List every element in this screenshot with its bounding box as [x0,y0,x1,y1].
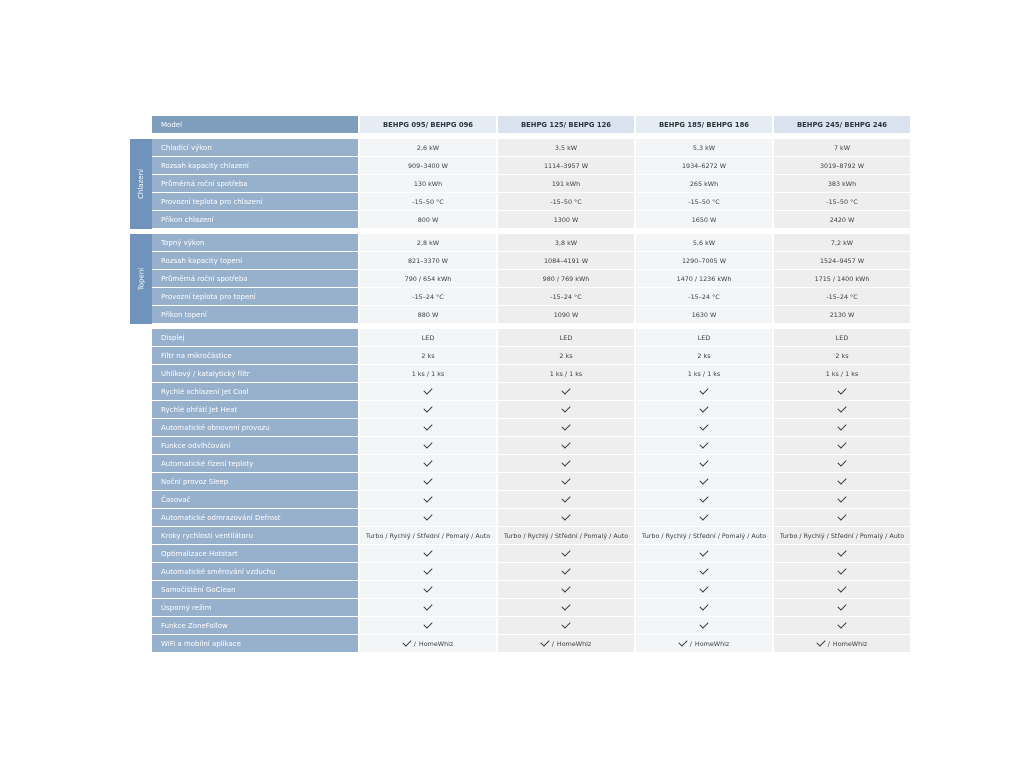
spec-value: 1 ks / 1 ks [636,365,772,383]
cooling-tab: Chlazení [130,139,152,229]
spec-value: 265 kWh [636,175,772,193]
spec-label: Automatické odmrazování Defrost [152,509,358,527]
spec-value-cell [498,545,634,563]
spec-value: -15–24 °C [636,288,772,306]
spec-row-rozsah-kapacity-topeni [130,252,910,270]
spec-value-cell [774,455,910,473]
spec-row-wifi-a-mobilni-aplikace [130,635,910,653]
spec-value: 2 ks [360,347,496,365]
checkmark-icon [837,493,846,502]
checkmark-icon [699,619,708,628]
checkmark-icon [837,619,846,628]
spec-value-cell [774,617,910,635]
spec-value: 1470 / 1236 kWh [636,270,772,288]
spec-label: Samočištění GoClean [152,581,358,599]
spec-value: -15–24 °C [498,288,634,306]
spec-row-nocni-provoz-sleep [130,473,910,491]
spec-value-cell [636,437,772,455]
spec-value: 1524–9457 W [774,252,910,270]
spec-label: Provozní teplota pro topení [152,288,358,306]
spec-label: Provozní teplota pro chlazení [152,193,358,211]
spec-label: Příkon topení [152,306,358,324]
spec-row-topny-vykon [130,234,910,252]
checkmark-icon [423,565,432,574]
spec-value-cell [636,635,772,653]
checkmark-icon [837,511,846,520]
spec-value-cell [498,509,634,527]
spec-value-cell [498,491,634,509]
spec-value-cell [774,509,910,527]
spec-table [130,116,910,653]
spec-value: 1 ks / 1 ks [774,365,910,383]
model-header: BEHPG 245/ BEHPG 246 [774,116,910,134]
spec-value-cell [636,383,772,401]
checkmark-icon [423,403,432,412]
checkmark-icon [699,457,708,466]
spec-value: 3,5 kW [498,139,634,157]
spec-value: Turbo / Rychlý / Střední / Pomalý / Auto [360,527,496,545]
checkmark-icon [423,601,432,610]
row-spacer [130,617,152,635]
checkmark-icon [561,421,570,430]
checkmark-icon [561,457,570,466]
spec-value-cell [636,473,772,491]
checkmark-icon [561,385,570,394]
row-spacer [130,365,152,383]
spec-value-cell [498,635,634,653]
spec-value: 1300 W [498,211,634,229]
spec-label: Chladicí výkon [152,139,358,157]
checkmark-icon [678,637,687,646]
spec-value-cell [774,401,910,419]
spec-value-cell [360,599,496,617]
spec-row-automaticke-rizeni-teploty [130,455,910,473]
checkmark-icon [699,403,708,412]
separator: / [413,639,416,648]
checkmark-icon [837,547,846,556]
spec-value-cell [498,437,634,455]
spec-value: 1 ks / 1 ks [498,365,634,383]
row-spacer [130,527,152,545]
spec-value: 1715 / 1400 kWh [774,270,910,288]
spec-value-cell [498,599,634,617]
spec-value: Turbo / Rychlý / Střední / Pomalý / Auto [774,527,910,545]
spec-value: Turbo / Rychlý / Střední / Pomalý / Auto [498,527,634,545]
spec-row-chladici-vykon [130,139,910,157]
separator: / [551,639,554,648]
spec-value: 880 W [360,306,496,324]
spec-label: Funkce odvlhčování [152,437,358,455]
spec-value: 2 ks [498,347,634,365]
spec-value: 7,2 kW [774,234,910,252]
spec-value-cell [360,437,496,455]
spec-row-rozsah-kapacity-chlazeni [130,157,910,175]
spec-value-cell [498,473,634,491]
spec-row-filtr-na-mikrocastice [130,347,910,365]
spec-value: 383 kWh [774,175,910,193]
spec-value-cell [636,491,772,509]
checkmark-icon [699,385,708,394]
spec-value: 3019–8792 W [774,157,910,175]
spec-row-funkce-zonefollow [130,617,910,635]
app-name: HomeWhiz [556,639,592,648]
checkmark-icon [423,493,432,502]
checkmark-icon [402,637,411,646]
spec-value: 1090 W [498,306,634,324]
checkmark-icon [837,583,846,592]
checkmark-icon [837,601,846,610]
spec-value: 5,3 kW [636,139,772,157]
spec-row-optimalizace-hotstart [130,545,910,563]
spec-value: LED [636,329,772,347]
spec-value: 1934–6272 W [636,157,772,175]
model-header: BEHPG 095/ BEHPG 096 [360,116,496,134]
spec-label: Časovač [152,491,358,509]
checkmark-icon [837,385,846,394]
spec-value: LED [498,329,634,347]
spec-value: 800 W [360,211,496,229]
heating-tab: Topení [130,234,152,324]
separator: / [827,639,830,648]
model-header: BEHPG 125/ BEHPG 126 [498,116,634,134]
spec-value: -15–50 °C [774,193,910,211]
spec-value: 1114–3957 W [498,157,634,175]
row-spacer [130,473,152,491]
spec-label: Rychlé ochlazení Jet Cool [152,383,358,401]
spec-value-cell [774,437,910,455]
spec-value-cell [636,509,772,527]
spec-label: Průměrná roční spotřeba [152,175,358,193]
checkmark-icon [561,547,570,556]
checkmark-icon [423,619,432,628]
checkmark-icon [561,439,570,448]
spec-label: Funkce ZoneFollow [152,617,358,635]
spec-value: 2420 W [774,211,910,229]
spec-value-cell [360,491,496,509]
checkmark-icon [699,439,708,448]
spec-value: 1084–4191 W [498,252,634,270]
spec-value-cell [498,401,634,419]
checkmark-icon [561,583,570,592]
checkmark-icon [699,475,708,484]
spec-value-cell [360,545,496,563]
row-spacer [130,347,152,365]
spec-value: -15–24 °C [360,288,496,306]
spec-value: 1290–7005 W [636,252,772,270]
row-spacer [130,437,152,455]
spec-label: Automatické řízení teploty [152,455,358,473]
row-spacer [130,563,152,581]
app-name: HomeWhiz [418,639,454,648]
spec-row-provozni-teplota-pro-topeni [130,288,910,306]
spec-label: Noční provoz Sleep [152,473,358,491]
spec-value: 2 ks [636,347,772,365]
row-spacer [130,491,152,509]
spec-value: -15–50 °C [636,193,772,211]
spec-value-cell [636,455,772,473]
spec-value: 130 kWh [360,175,496,193]
checkmark-icon [561,565,570,574]
heating-section [130,234,910,324]
checkmark-icon [423,439,432,448]
spec-value-cell [498,581,634,599]
spec-row-samocisteni-goclean [130,581,910,599]
spec-value: 2130 W [774,306,910,324]
spec-row-funkce-odvlhcovani [130,437,910,455]
checkmark-icon [561,619,570,628]
checkmark-icon [837,439,846,448]
spec-value-cell [774,419,910,437]
spec-value-cell [360,635,496,653]
spec-row-automaticke-obnoveni-provozu [130,419,910,437]
spec-value-cell [636,599,772,617]
row-spacer [130,329,152,347]
spec-value-cell [498,617,634,635]
checkmark-icon [816,637,825,646]
spec-label: Rozsah kapacity topení [152,252,358,270]
spec-value-cell [774,599,910,617]
spec-value: Turbo / Rychlý / Střední / Pomalý / Auto [636,527,772,545]
checkmark-icon [423,547,432,556]
checkmark-icon [837,475,846,484]
row-spacer [130,599,152,617]
spec-label: Automatické směrování vzduchu [152,563,358,581]
spec-value: 191 kWh [498,175,634,193]
spec-value-cell [636,563,772,581]
row-spacer [130,455,152,473]
spec-label: Automatické obnovení provozu [152,419,358,437]
spec-value: LED [774,329,910,347]
spec-value: 2 ks [774,347,910,365]
spec-value: 821–3370 W [360,252,496,270]
spec-value-cell [498,563,634,581]
features-section [130,329,910,653]
checkmark-icon [699,493,708,502]
spec-value-cell [360,401,496,419]
spec-label: Optimalizace Hotstart [152,545,358,563]
header-row [130,116,910,134]
checkmark-icon [561,493,570,502]
checkmark-icon [837,421,846,430]
spec-row-prikon-topeni [130,306,910,324]
spec-label: Uhlíkový / katalytický filtr [152,365,358,383]
spec-value-cell [636,617,772,635]
spec-value: -15–50 °C [360,193,496,211]
header-label: Model [152,116,358,134]
spec-row-rychle-ochlazeni-jet-cool [130,383,910,401]
spec-label: Příkon chlazení [152,211,358,229]
checkmark-icon [699,511,708,520]
spec-value: LED [360,329,496,347]
spec-row-usporny-rezim [130,599,910,617]
row-spacer [130,383,152,401]
row-spacer [130,419,152,437]
spec-value-cell [636,419,772,437]
checkmark-icon [423,385,432,394]
checkmark-icon [837,403,846,412]
spec-value-cell [498,383,634,401]
spec-value-cell [360,617,496,635]
app-name: HomeWhiz [694,639,730,648]
checkmark-icon [540,637,549,646]
row-spacer [130,509,152,527]
checkmark-icon [423,475,432,484]
spec-value-cell [360,563,496,581]
spec-value-cell [360,419,496,437]
checkmark-icon [837,457,846,466]
spec-value-cell [360,509,496,527]
spec-value: 980 / 769 kWh [498,270,634,288]
spec-value-cell [774,545,910,563]
spec-value-cell [774,635,910,653]
spec-value-cell [360,383,496,401]
spec-value-cell [360,455,496,473]
checkmark-icon [699,547,708,556]
spec-value-cell [360,473,496,491]
checkmark-icon [837,565,846,574]
checkmark-icon [423,421,432,430]
app-name: HomeWhiz [832,639,868,648]
checkmark-icon [561,403,570,412]
spec-label: Filtr na mikročástice [152,347,358,365]
checkmark-icon [423,457,432,466]
row-spacer [130,581,152,599]
spec-row-prumerna-rocni-spotreba [130,175,910,193]
spec-value-cell [636,581,772,599]
spec-row-casovac [130,491,910,509]
spec-value: 2,6 kW [360,139,496,157]
checkmark-icon [561,601,570,610]
spec-value: 1 ks / 1 ks [360,365,496,383]
spec-label: WiFi a mobilní aplikace [152,635,358,653]
spec-label: Průměrná roční spotřeba [152,270,358,288]
spec-value: 1650 W [636,211,772,229]
checkmark-icon [561,475,570,484]
checkmark-icon [699,421,708,430]
spec-value-cell [498,455,634,473]
spec-row-uhlikovy-katalyticky-filtr [130,365,910,383]
spec-value-cell [636,545,772,563]
spec-row-rychle-ohrati-jet-heat [130,401,910,419]
spec-value: 3,8 kW [498,234,634,252]
checkmark-icon [423,511,432,520]
spec-row-displej [130,329,910,347]
row-spacer [130,401,152,419]
separator: / [689,639,692,648]
spec-value: 909–3400 W [360,157,496,175]
spec-label: Topný výkon [152,234,358,252]
row-spacer [130,635,152,653]
row-spacer [130,545,152,563]
spec-value-cell [774,563,910,581]
spec-value-cell [774,491,910,509]
spec-value-cell [774,473,910,491]
spec-row-prumerna-rocni-spotreba [130,270,910,288]
spec-value: -15–50 °C [498,193,634,211]
spec-value: 2,8 kW [360,234,496,252]
spec-value-cell [636,401,772,419]
checkmark-icon [423,583,432,592]
model-header: BEHPG 185/ BEHPG 186 [636,116,772,134]
spec-row-automaticke-odmrazovani-defrost [130,509,910,527]
spec-label: Rychlé ohřátí Jet Heat [152,401,358,419]
spec-value-cell [498,419,634,437]
spec-label: Kroky rychlosti ventilátoru [152,527,358,545]
spec-value: 7 kW [774,139,910,157]
cooling-section [130,139,910,229]
spec-row-automaticke-smerovani-vzduchu [130,563,910,581]
checkmark-icon [699,583,708,592]
checkmark-icon [699,565,708,574]
spec-row-kroky-rychlosti-ventilatoru [130,527,910,545]
spec-value-cell [360,581,496,599]
spec-value-cell [774,581,910,599]
spec-value: 1630 W [636,306,772,324]
spec-value: -15–24 °C [774,288,910,306]
spec-value: 790 / 654 kWh [360,270,496,288]
spec-label: Rozsah kapacity chlazení [152,157,358,175]
spec-label: Úsporný režim [152,599,358,617]
spec-value-cell [774,383,910,401]
spec-row-prikon-chlazeni [130,211,910,229]
spec-value: 5,6 kW [636,234,772,252]
checkmark-icon [561,511,570,520]
spec-label: Displej [152,329,358,347]
spec-row-provozni-teplota-pro-chlazeni [130,193,910,211]
checkmark-icon [699,601,708,610]
header-spacer [130,116,152,134]
